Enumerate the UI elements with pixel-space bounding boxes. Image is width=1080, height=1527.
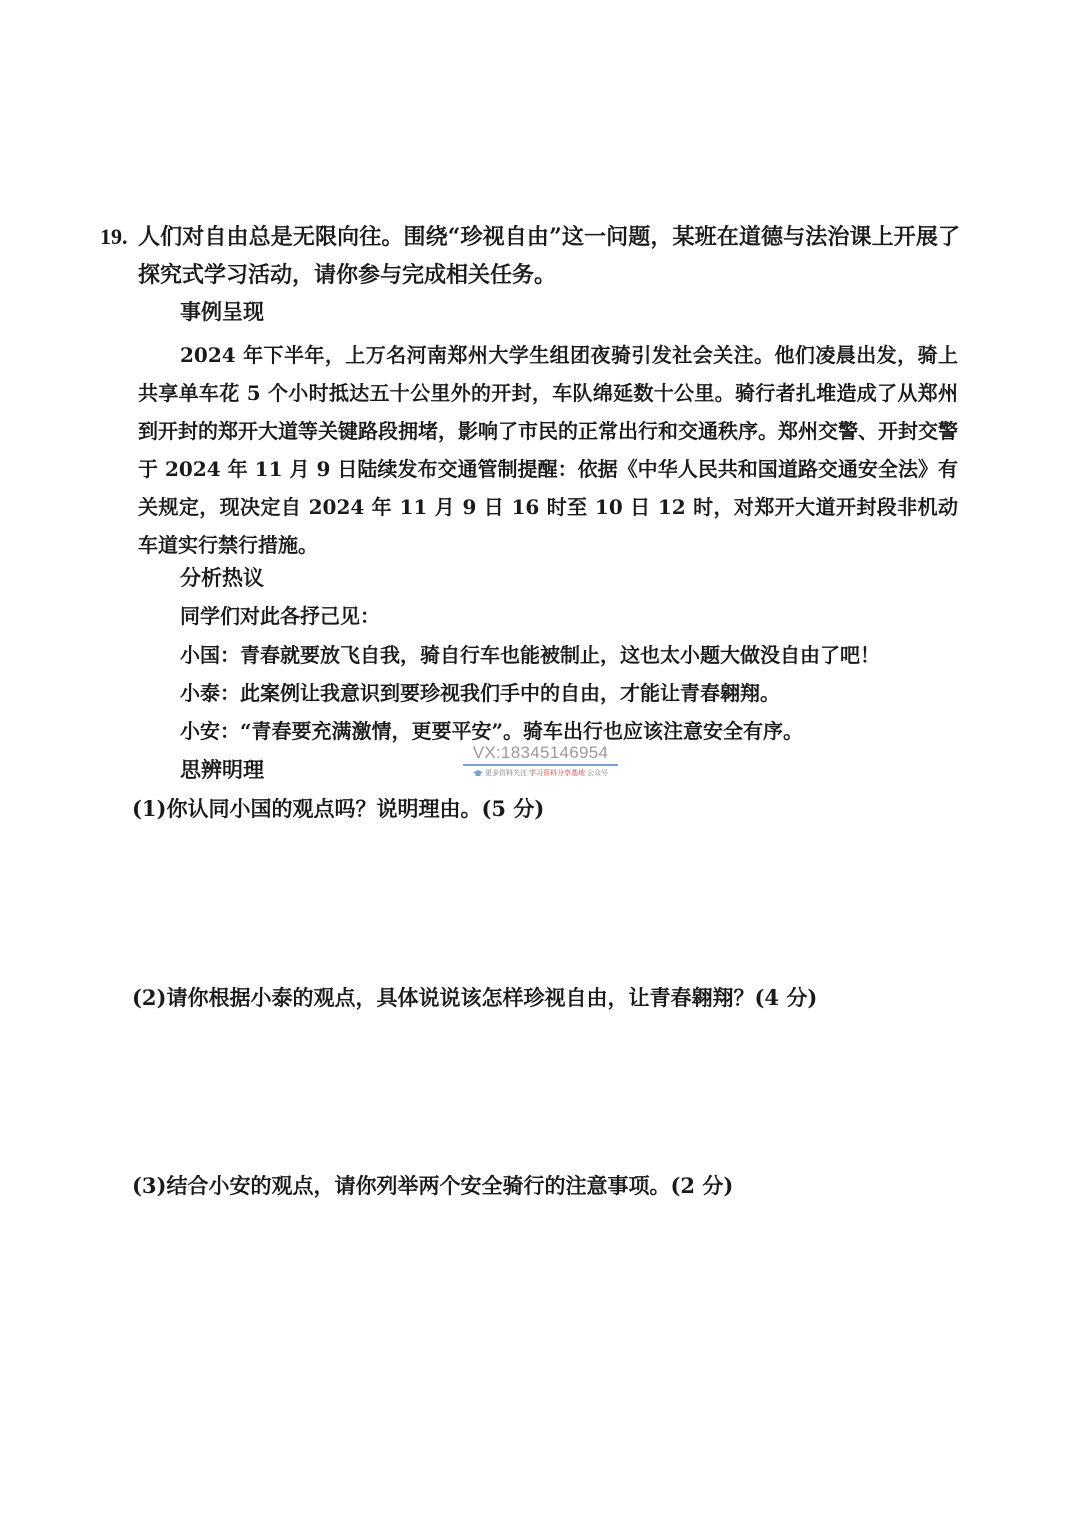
task-2: (2)请你根据小泰的观点，具体说说该怎样珍视自由，让青春翱翔？(4 分) <box>132 985 818 1010</box>
watermark-highlight: 学习资料分享基地 <box>529 769 585 777</box>
opinion-xiaotai: 小泰：此案例让我意识到要珍视我们手中的自由，才能让青春翱翔。 <box>180 681 780 705</box>
opinion-xiaoguo: 小国：青春就要放飞自我，骑自行车也能被制止，这也太小题大做没自由了吧！ <box>180 643 880 667</box>
question-stem: 人们对自由总是无限向往。围绕“珍视自由”这一问题，某班在道德与法治课上开展了探究式学习活动，请你参与完成相关任务。 <box>138 224 960 288</box>
discussion-intro: 同学们对此各抒己见： <box>180 604 380 628</box>
task-1: (1)你认同小国的观点吗？说明理由。(5 分) <box>132 796 545 821</box>
question-header <box>100 218 960 294</box>
section-title-case: 事例呈现 <box>180 299 264 324</box>
graduation-cap-icon <box>473 770 483 777</box>
watermark <box>463 742 618 784</box>
section-title-discussion: 分析热议 <box>180 565 264 590</box>
case-paragraph: 2024 年下半年，上万名河南郑州大学生组团夜骑引发社会关注。他们凌晨出发，骑上共享单车花 5 个小时抵达五十公里外的开封，车队绵延数十公里。骑行者扎堆造成了从郑州到开封的郑开大道等关键路段拥堵，影响了市民的正常出行和交通秩序。郑州交警、开封交警于 2024 年 11 月 9 日陆续发布交通管制提醒：依据《中华人民共和国道路交通安全法》有关规定，现决定自 2024 年 11 月 9 日 16 时至 10 日 12 时，对郑开大道开封段非机动车道实行禁行措施。 <box>138 343 958 557</box>
watermark-suffix: 公众号 <box>587 769 608 777</box>
section-title-reasoning: 思辨明理 <box>180 757 264 782</box>
task-3: (3)结合小安的观点，请你列举两个安全骑行的注意事项。(2 分) <box>132 1173 734 1198</box>
watermark-caption <box>463 766 618 780</box>
watermark-contact: VX:18345146954 <box>463 742 618 766</box>
question-number: 19. <box>100 224 128 249</box>
watermark-prefix: 更多资料关注 <box>485 769 527 777</box>
opinion-xiaoan: 小安：“青春要充满激情，更要平安”。骑车出行也应该注意安全有序。 <box>180 719 804 743</box>
